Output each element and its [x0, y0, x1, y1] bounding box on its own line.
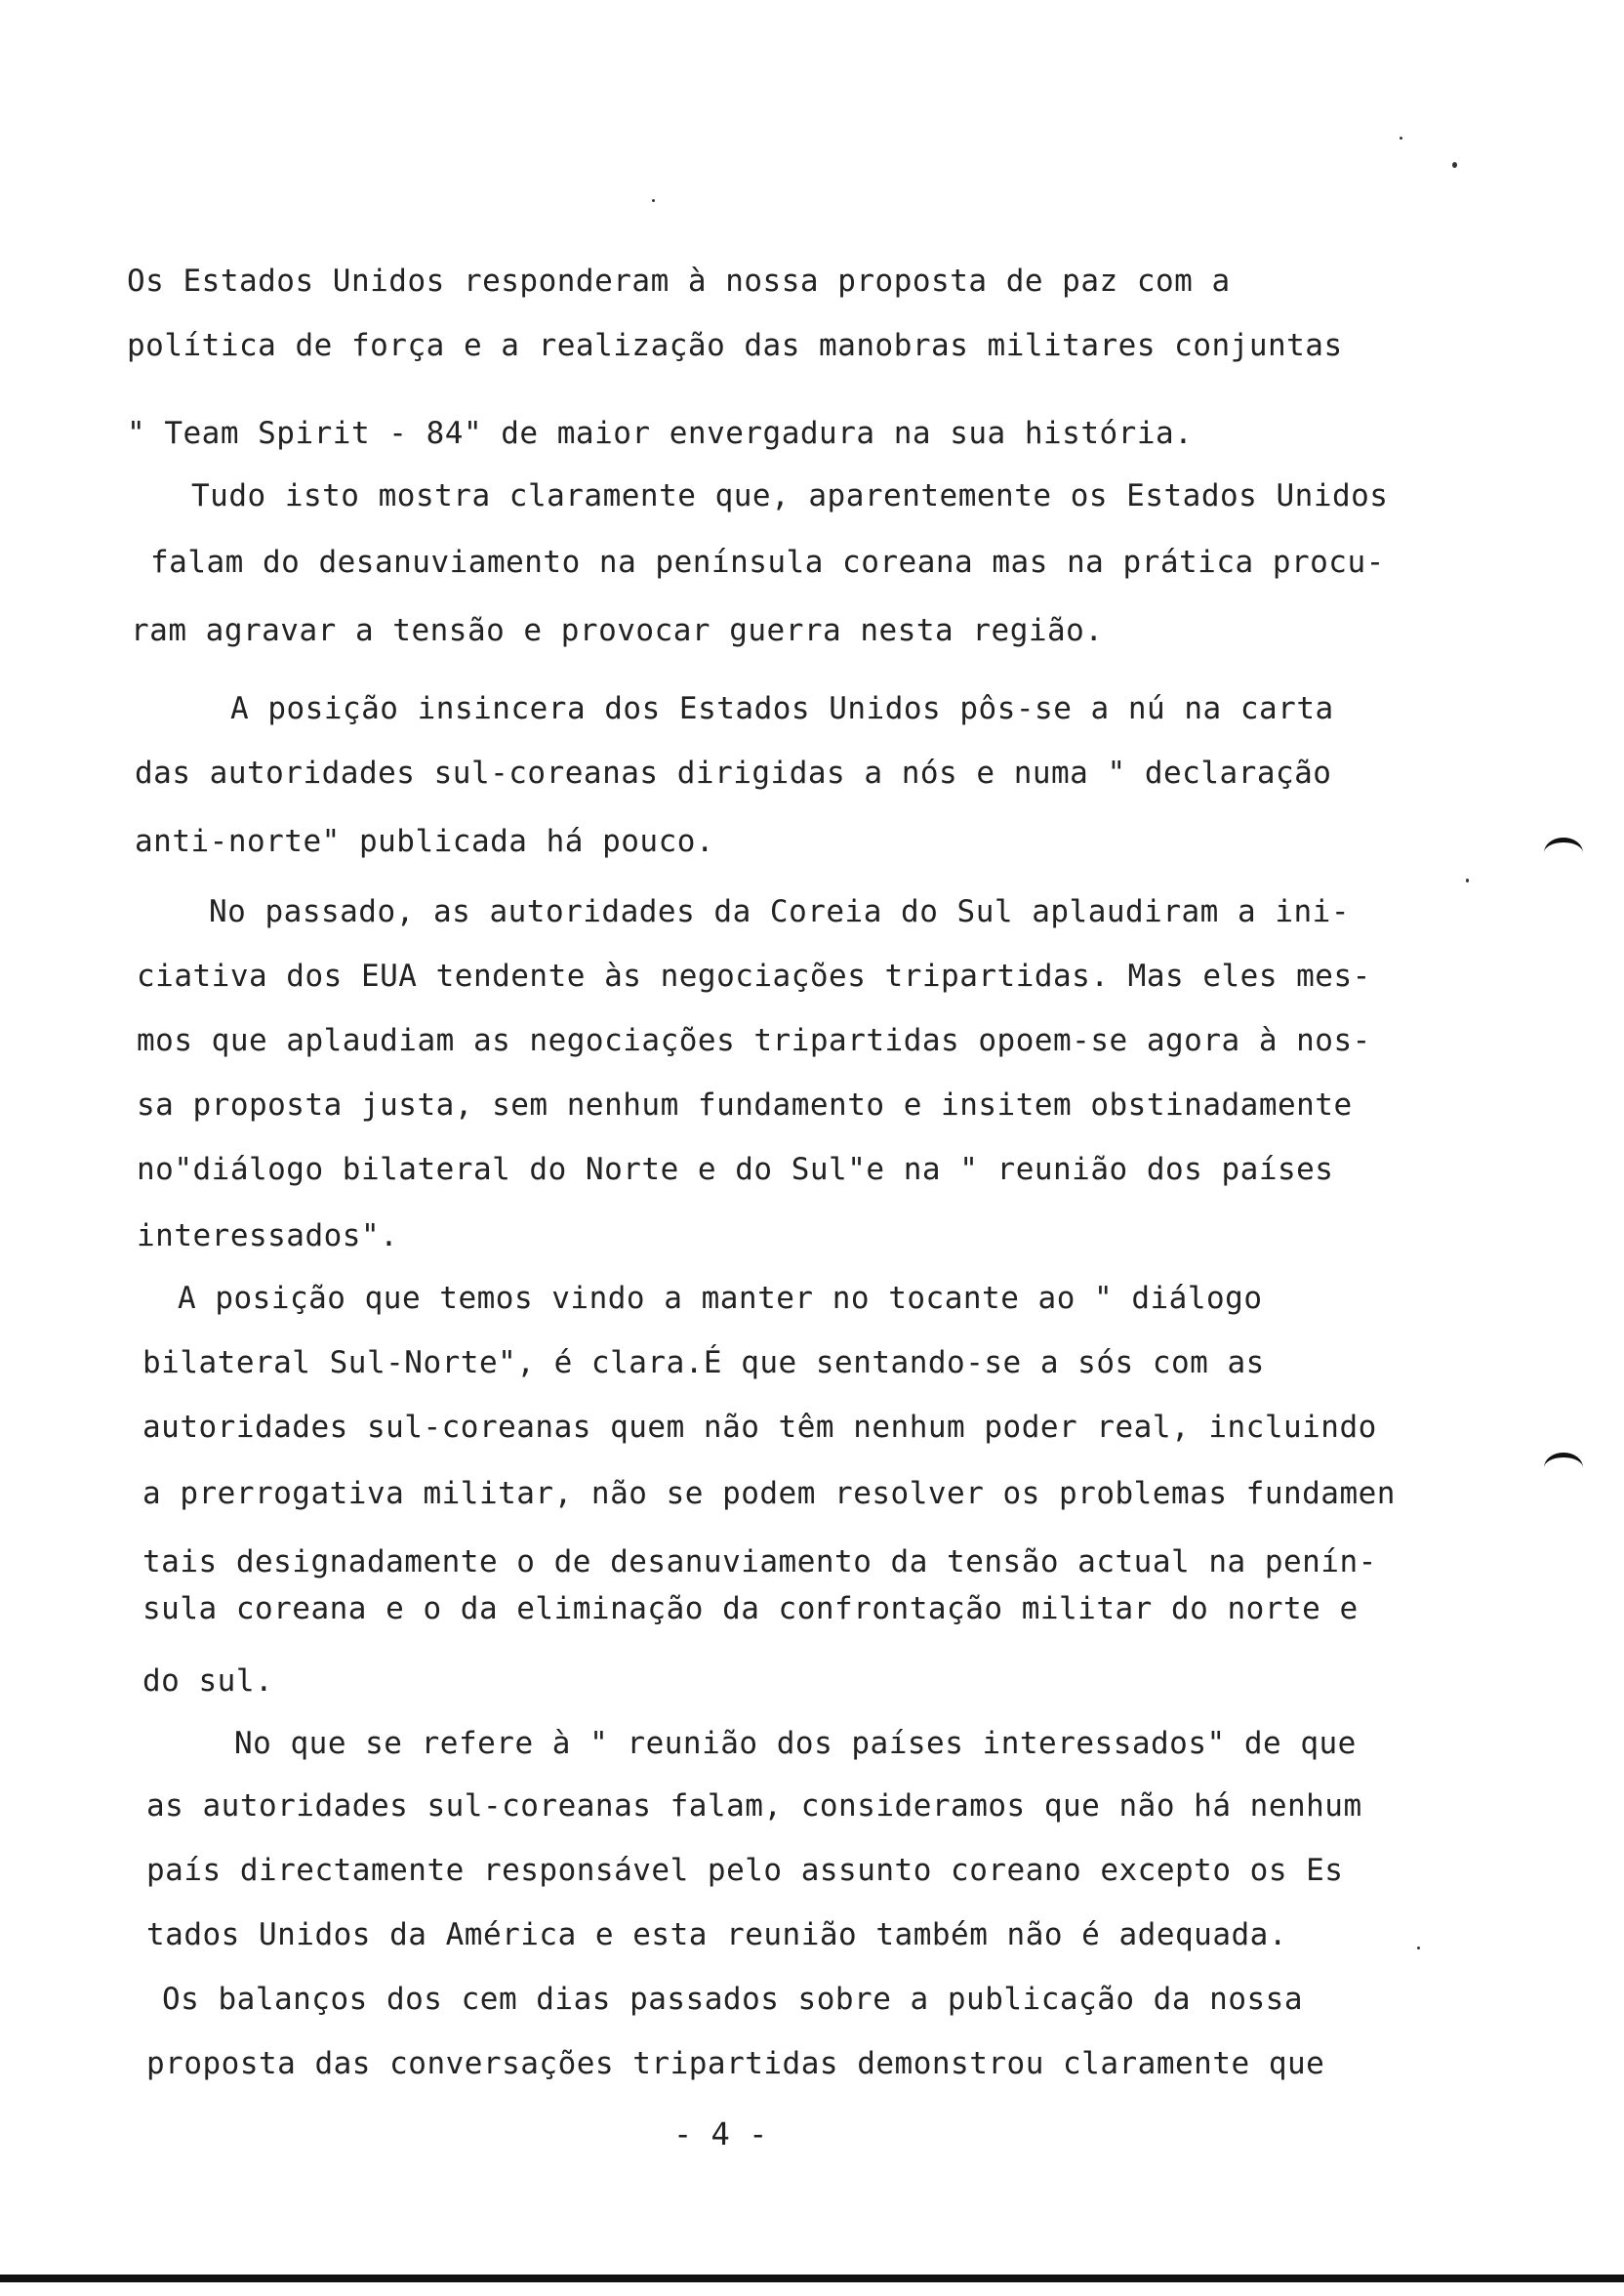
text-line-25: país directamente responsável pelo assunto coreano excepto os Es	[146, 1853, 1344, 1888]
text-line-22: do sul.	[142, 1663, 274, 1699]
text-line-15: interessados".	[137, 1218, 399, 1253]
text-line-3: " Team Spirit - 84" de maior envergadura na sua história.	[127, 416, 1194, 451]
text-line-26: tados Unidos da América e esta reunião também não é adequada.	[146, 1917, 1287, 1952]
text-line-19: a prerrogativa militar, não se podem resolver os problemas fundamen	[142, 1476, 1396, 1511]
text-line-10: No passado, as autoridades da Coreia do Sul aplaudiram a ini-	[209, 894, 1350, 929]
text-line-21: sula coreana e o da eliminação da confrontação militar do norte e	[142, 1591, 1359, 1626]
text-line-12: mos que aplaudiam as negociações tripartidas opoem-se agora à nos-	[137, 1023, 1371, 1058]
text-line-6: ram agravar a tensão e provocar guerra nesta região.	[131, 613, 1104, 648]
text-line-5: falam do desanuviamento na península coreana mas na prática procu-	[150, 545, 1385, 580]
text-line-23: No que se refere à " reunião dos países interessados" de que	[234, 1726, 1357, 1761]
text-line-7: A posição insincera dos Estados Unidos pôs-se a nú na carta	[230, 691, 1334, 726]
scan-speck-4	[1466, 879, 1469, 882]
text-line-4: Tudo isto mostra claramente que, aparentemente os Estados Unidos	[191, 478, 1389, 513]
bottom-rule	[0, 2275, 1624, 2282]
text-line-24: as autoridades sul-coreanas falam, consideramos que não há nenhum	[146, 1788, 1362, 1824]
text-line-11: ciativa dos EUA tendente às negociações tripartidas. Mas eles mes-	[137, 959, 1371, 994]
text-line-13: sa proposta justa, sem nenhum fundamento e insitem obstinadamente	[137, 1087, 1353, 1123]
text-line-27: Os balanços dos cem dias passados sobre a publicação da nossa	[162, 1982, 1303, 2017]
text-line-2: política de força e a realização das manobras militares conjuntas	[127, 328, 1343, 363]
page-number: - 4 -	[673, 2115, 768, 2152]
text-line-20: tais designadamente o de desanuviamento da tensão actual na penín-	[142, 1544, 1377, 1579]
text-line-14: no"diálogo bilateral do Norte e do Sul"e na " reunião dos países	[137, 1152, 1334, 1187]
text-line-9: anti-norte" publicada há pouco.	[135, 824, 715, 859]
scan-speck-3	[1400, 137, 1402, 140]
text-line-16: A posição que temos vindo a manter no tocante ao " diálogo	[178, 1281, 1263, 1316]
margin-mark-2	[1544, 1453, 1583, 1483]
margin-mark-1	[1544, 838, 1583, 868]
text-line-18: autoridades sul-coreanas quem não têm nenhum poder real, incluindo	[142, 1410, 1377, 1445]
scan-speck-5	[1417, 1947, 1420, 1949]
text-line-1: Os Estados Unidos responderam à nossa proposta de paz com a	[127, 264, 1231, 299]
text-line-28: proposta das conversações tripartidas demonstrou claramente que	[146, 2046, 1325, 2081]
scan-speck-2	[652, 199, 655, 202]
scan-speck-1	[1452, 162, 1457, 168]
text-line-17: bilateral Sul-Norte", é clara.É que sentando-se a sós com as	[142, 1345, 1265, 1380]
text-line-8: das autoridades sul-coreanas dirigidas a nós e numa " declaração	[135, 756, 1332, 791]
